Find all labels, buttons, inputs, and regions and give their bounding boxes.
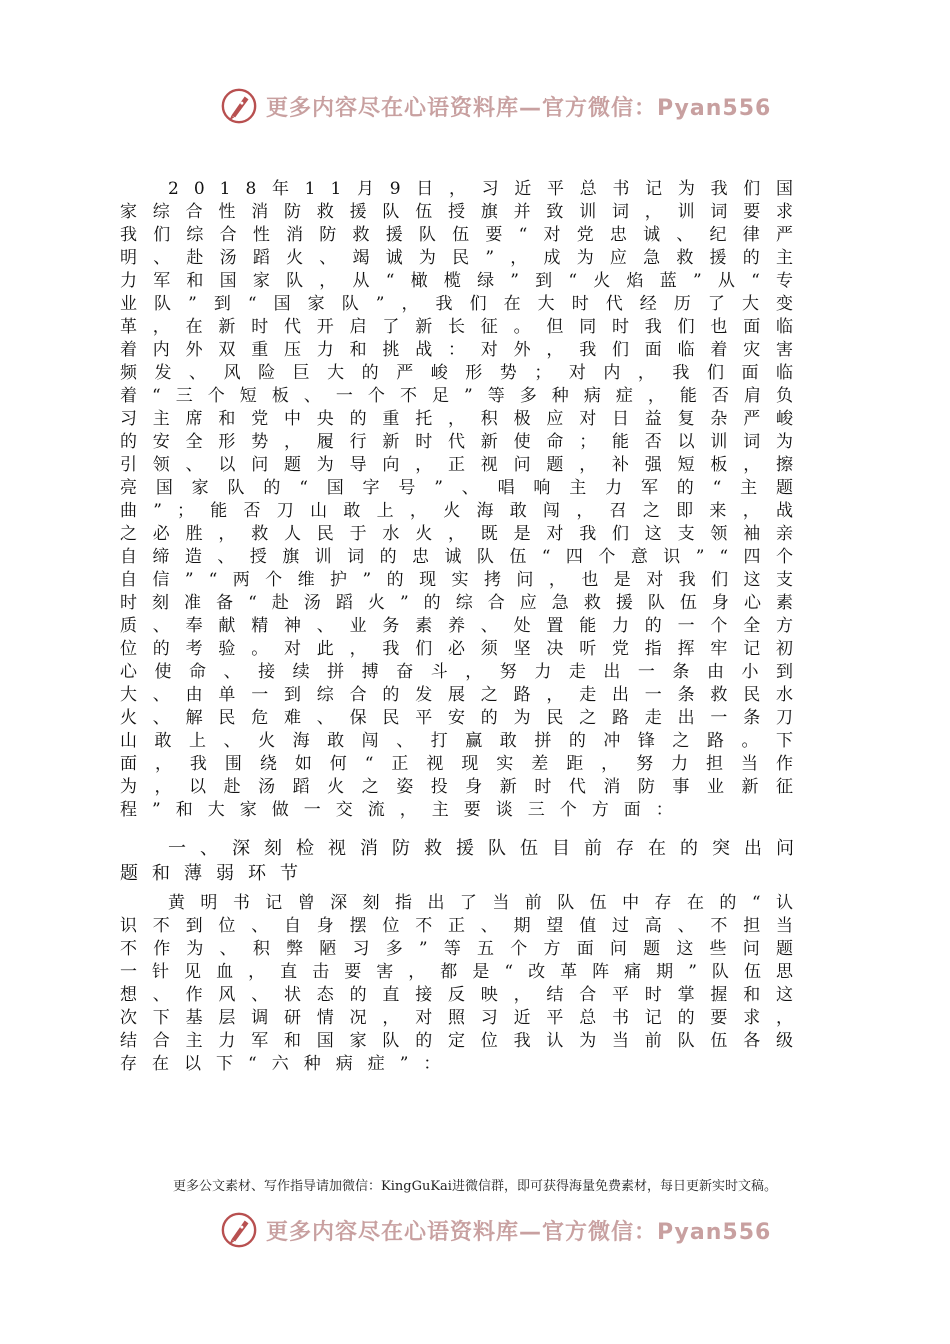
watermark-header	[220, 86, 772, 126]
watermark-footer	[220, 1210, 772, 1250]
paragraph-intro: 2018年11月9日，习近平总书记为我们国家综合性消防救援队伍授旗并致训词，训词要求我们综合性消防救援队伍要“对党忠诚、纪律严明、赴汤蹈火、竭诚为民”，成为应急救援的主力军和国家队，从“橄榄绿”到“火焰蓝”从“专业队”到“国家队”，我们在大时代经历了大变革，在新时代开启了新长征。但同时我们也面临着内外双重压力和挑战：对外，我们面临着灾害频发、风险巨大的严峻形势；对内，我们面临着“三个短板、一个不足”等多种病症，能否肩负习主席和党中央的重托，积极应对日益复杂严峻的安全形势，履行新时代新使命；能否以训词为引领、以问题为导向，正视问题，补强短板，擦亮国家队的“国字号”、唱响主力军的“主题曲”；能否刀山敢上，火海敢闯，召之即来，战之必胜，救人民于水火，既是对我们这支领袖亲自缔造、授旗训词的忠诚队伍“四个意识”“四个自信”“两个维护”的现实拷问，也是对我们这支时刻准备“赴汤蹈火”的综合应急救援队伍身心素质、奉献精神、业务素养、处置能力的一个全方位的考验。对此，我们必须坚决听党指挥牢记初心使命、接续拼搏奋斗，努力走出一条由小到大、由单一到综合的发展之路，走出一条救民水火、解民危难、保民平安的为民之路走出一条刀山敢上、火海敢闯、打赢敢拼的冲锋之路。下面，我围绕如何“正视现实差距，努力担当作为，以赴汤蹈火之姿投身新时代消防事业新征程”和大家做一交流，主要谈三个方面：	[120, 179, 808, 820]
watermark-text: 更多内容尽在心语资料库—官方微信：Pyan556	[266, 95, 772, 121]
watermark-text: 更多内容尽在心语资料库—官方微信：Pyan556	[266, 1219, 772, 1245]
pen-nib-logo-icon	[220, 87, 258, 125]
section-heading-1: 一、深刻检视消防救援队伍目前存在的突出问题和薄弱环节	[120, 838, 808, 884]
paragraph-problems: 黄明书记曾深刻指出了当前队伍中存在的“认识不到位、自身摆位不正、期望值过高、不担当不作为、积弊陋习多”等五个方面问题这些问题一针见血，直击要害，都是“改革阵痛期”队伍思想、作风、状态的直接反映，结合平时掌握和这次下基层调研情况，对照习近平总书记的要求，结合主力军和国家队的定位我认为当前队伍各级存在以下“六种病症”：	[120, 893, 808, 1074]
document-body	[120, 178, 808, 1076]
pen-nib-logo-icon	[220, 1211, 258, 1249]
footer-promo-note: 更多公文素材、写作指导请加微信：KingGuKai进微信群，即可获得海量免费素材，每日更新实时文稿。	[173, 1179, 777, 1194]
